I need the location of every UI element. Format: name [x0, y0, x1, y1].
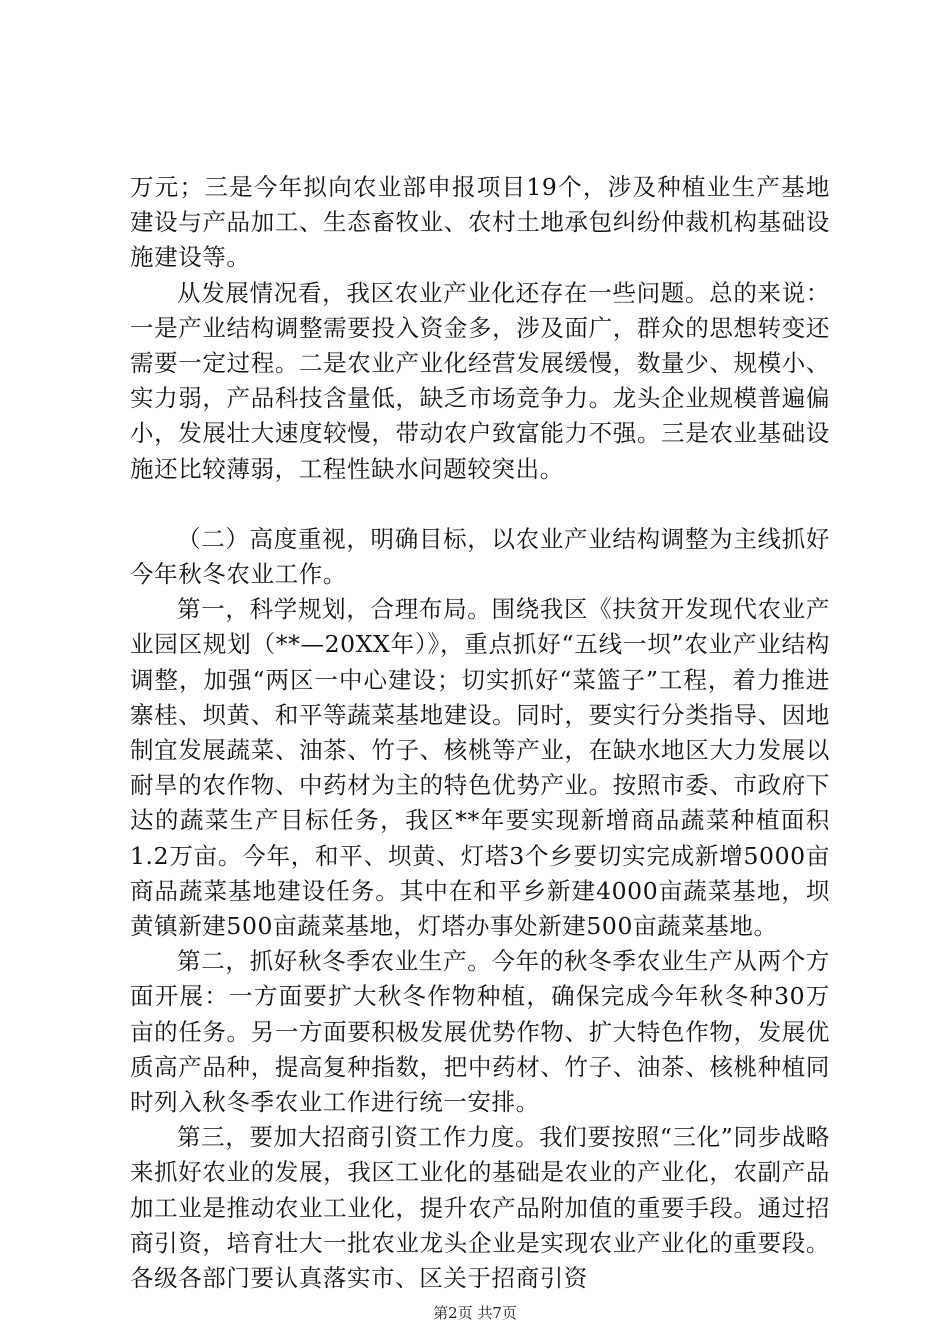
page-number-footer: 第2页 共7页: [433, 1304, 517, 1322]
paragraph-third: 第三，要加大招商引资工作力度。我们要按照“三化”同步战略来抓好农业的发展，我区工业化的基础是农业的产业化，农副产品加工业是推动农业工业化，提升农产品附加值的重要手段。通过招商引资，培育壮大一批农业龙头企业是实现农业产业化的重要段。各级各部门要认真落实市、区关于招商引资: [130, 1123, 830, 1293]
paragraph-problems: 从发展情况看，我区农业产业化还存在一些问题。总的来说：一是产业结构调整需要投入资金多，涉及面广，群众的思想转变还需要一定过程。二是农业产业化经营发展缓慢，数量少、规模小、实力弱，产品科技含量低，缺乏市场竞争力。龙头企业规模普遍偏小，发展壮大速度较慢，带动农户致富能力不强。三是农业基础设施还比较薄弱，工程性缺水问题较突出。: [130, 278, 830, 483]
document-body: [130, 170, 830, 1296]
paragraph-second: 第二，抓好秋冬季农业生产。今年的秋冬季农业生产从两个方面开展：一方面要扩大秋冬作物种植，确保完成今年秋冬种30万亩的任务。另一方面要积极发展优势作物、扩大特色作物，发展优质高产品种，提高复种指数，把中药材、竹子、油茶、核桃种植同时列入秋冬季农业工作进行统一安排。: [130, 947, 830, 1117]
paragraph-continuation: 万元；三是今年拟向农业部申报项目19个，涉及种植业生产基地建设与产品加工、生态畜牧业、农村土地承包纠纷仲裁机构基础设施建设等。: [130, 173, 830, 272]
section-heading: （二）高度重视，明确目标，以农业产业结构调整为主线抓好今年秋冬农业工作。: [130, 524, 830, 589]
paragraph-first: 第一，科学规划，合理布局。围绕我区《扶贫开发现代农业产业园区规划（**—20XX年）》，重点抓好“五线一坝”农业产业结构调整，加强“两区一中心建设；切实抓好“菜篮子”工程，着力推进寨桂、坝黄、和平等蔬菜基地建设。同时，要实行分类指导、因地制宜发展蔬菜、油茶、竹子、核桃等产业，在缺水地区大力发展以耐旱的农作物、中药材为主的特色优势产业。按照市委、市政府下达的蔬菜生产目标任务，我区**年要实现新增商品蔬菜种植面积1.2万亩。今年，和平、坝黄、灯塔3个乡要切实完成新增5000亩商品蔬菜基地建设任务。其中在和平乡新建4000亩蔬菜基地，坝黄镇新建500亩蔬菜基地，灯塔办事处新建500亩蔬菜基地。: [130, 595, 830, 941]
